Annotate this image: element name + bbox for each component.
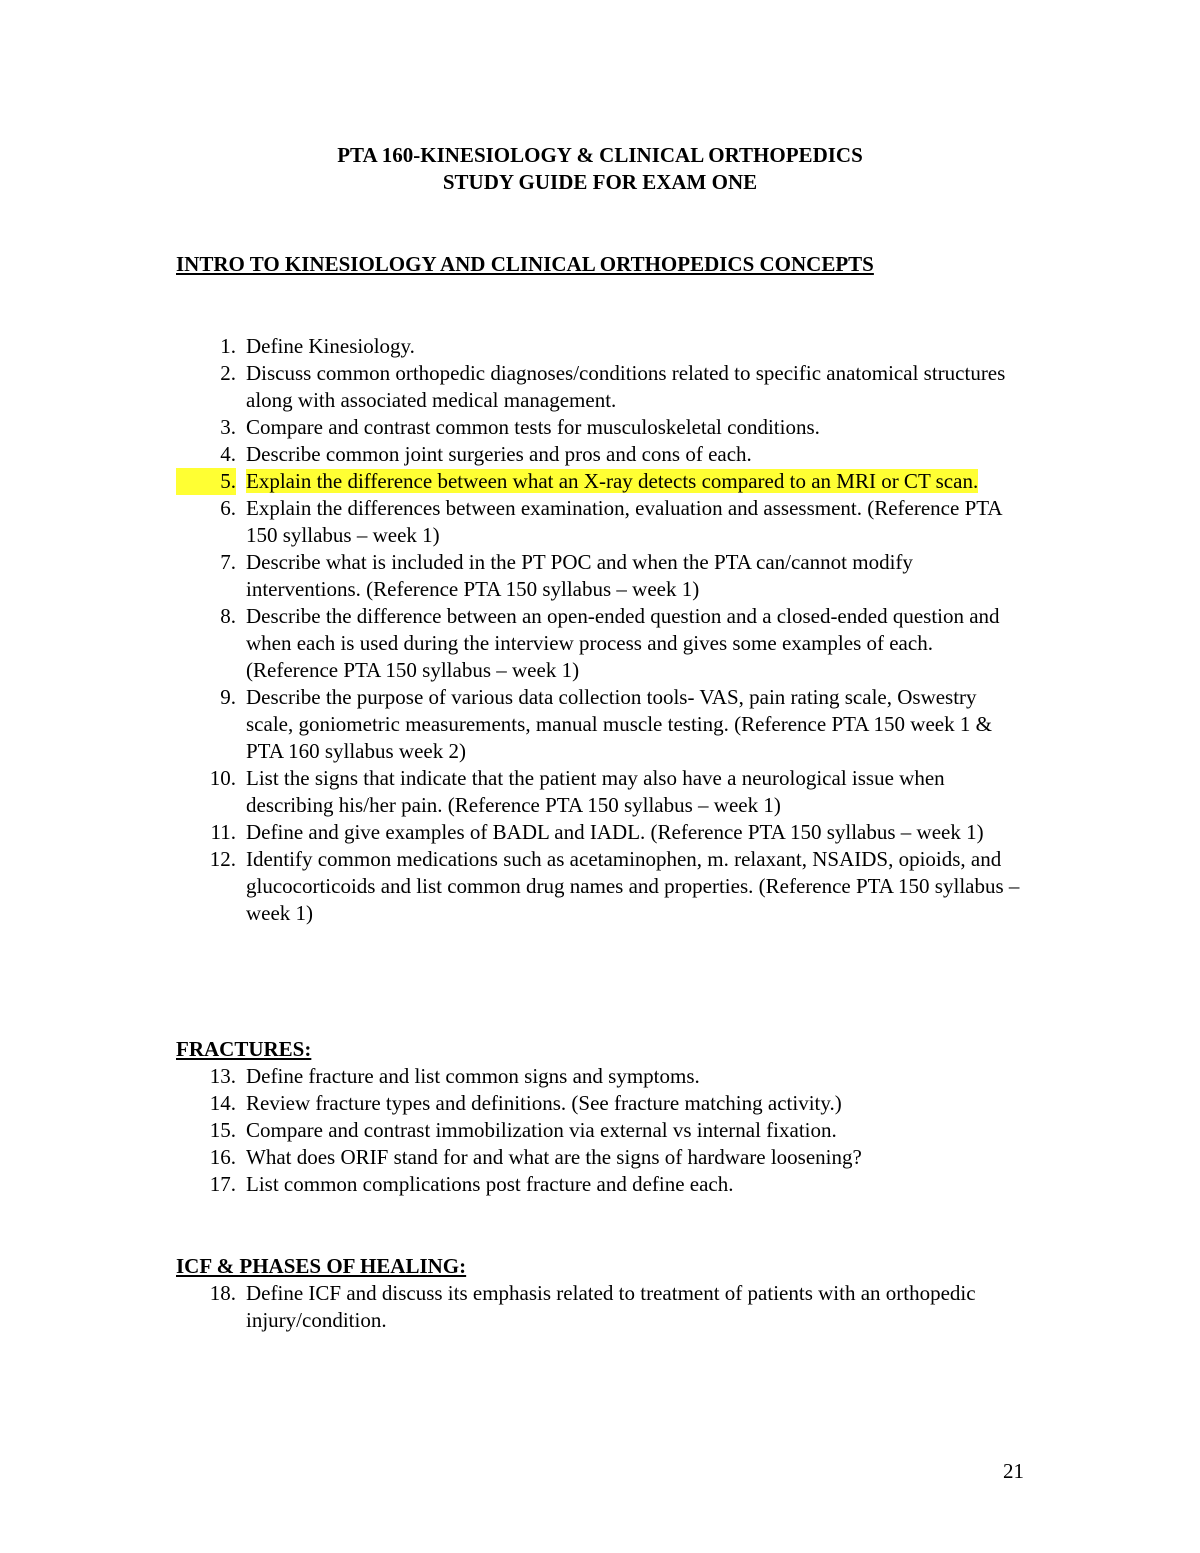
list-item: 6. Explain the differences between examination, evaluation and assessment. (Reference PTA 150 syllabus – week 1) [220, 496, 1002, 547]
icf-question-list [176, 1280, 986, 1334]
title-line-2: STUDY GUIDE FOR EXAM ONE [442, 170, 758, 194]
page-number: 21 [1003, 1459, 1024, 1483]
section-heading-icf: ICF & PHASES OF HEALING: [176, 1254, 467, 1278]
section-heading-intro: INTRO TO KINESIOLOGY AND CLINICAL ORTHOPEDICS CONCEPTS [176, 252, 874, 276]
list-item: 18. Define ICF and discuss its emphasis related to treatment of patients with an orthopedic injury/condition. [209, 1281, 976, 1332]
list-item: 12. Identify common medications such as acetaminophen, m. relaxant, NSAIDS, opioids, and glucocorticoids and list common drug names and properties. (Reference PTA 150 syllabus – week 1) [209, 847, 1020, 925]
section-heading-fractures: FRACTURES: [176, 1037, 312, 1061]
list-item: 10. List the signs that indicate that the patient may also have a neurological issue when describing his/her pain. (Reference PTA 150 syllabus – week 1) [209, 766, 945, 817]
list-item: 17. List common complications post fracture and define each. [209, 1172, 734, 1196]
title-line-1: PTA 160-KINESIOLOGY & CLINICAL ORTHOPEDICS [337, 143, 863, 167]
list-item: 4. Describe common joint surgeries and pros and cons of each. [220, 442, 752, 466]
list-item: 9. Describe the purpose of various data collection tools- VAS, pain rating scale, Oswestry scale, goniometric measurements, manual muscle testing. (Reference PTA 150 week 1 & PTA 160 syllabus week 2) [220, 685, 992, 763]
list-item-highlighted: 5. Explain the difference between what an X-ray detects compared to an MRI or CT scan. [176, 468, 1026, 495]
list-item: 13. Define fracture and list common signs and symptoms. [209, 1064, 700, 1088]
list-item: 11. Define and give examples of BADL and IADL. (Reference PTA 150 syllabus – week 1) [210, 820, 984, 844]
list-item: 7. Describe what is included in the PT POC and when the PTA can/cannot modify interventions. (Reference PTA 150 syllabus – week 1) [220, 550, 913, 601]
fractures-question-list [176, 1063, 1036, 1198]
intro-question-list [176, 333, 1026, 927]
list-item: 16. What does ORIF stand for and what are the signs of hardware loosening? [209, 1145, 862, 1169]
list-item: 8. Describe the difference between an open-ended question and a closed-ended question and when each is used during the interview process and gives some examples of each. (Reference PTA 150 syllabus – week 1) [220, 604, 1000, 682]
list-item: 3. Compare and contrast common tests for musculoskeletal conditions. [220, 415, 820, 439]
list-item: 2. Discuss common orthopedic diagnoses/conditions related to specific anatomical structures along with associated medical management. [220, 361, 1006, 412]
list-item: 1. Define Kinesiology. [220, 334, 415, 358]
list-item: 14. Review fracture types and definitions. (See fracture matching activity.) [209, 1091, 842, 1115]
list-item: 15. Compare and contrast immobilization via external vs internal fixation. [209, 1118, 837, 1142]
document-title [0, 142, 1200, 196]
